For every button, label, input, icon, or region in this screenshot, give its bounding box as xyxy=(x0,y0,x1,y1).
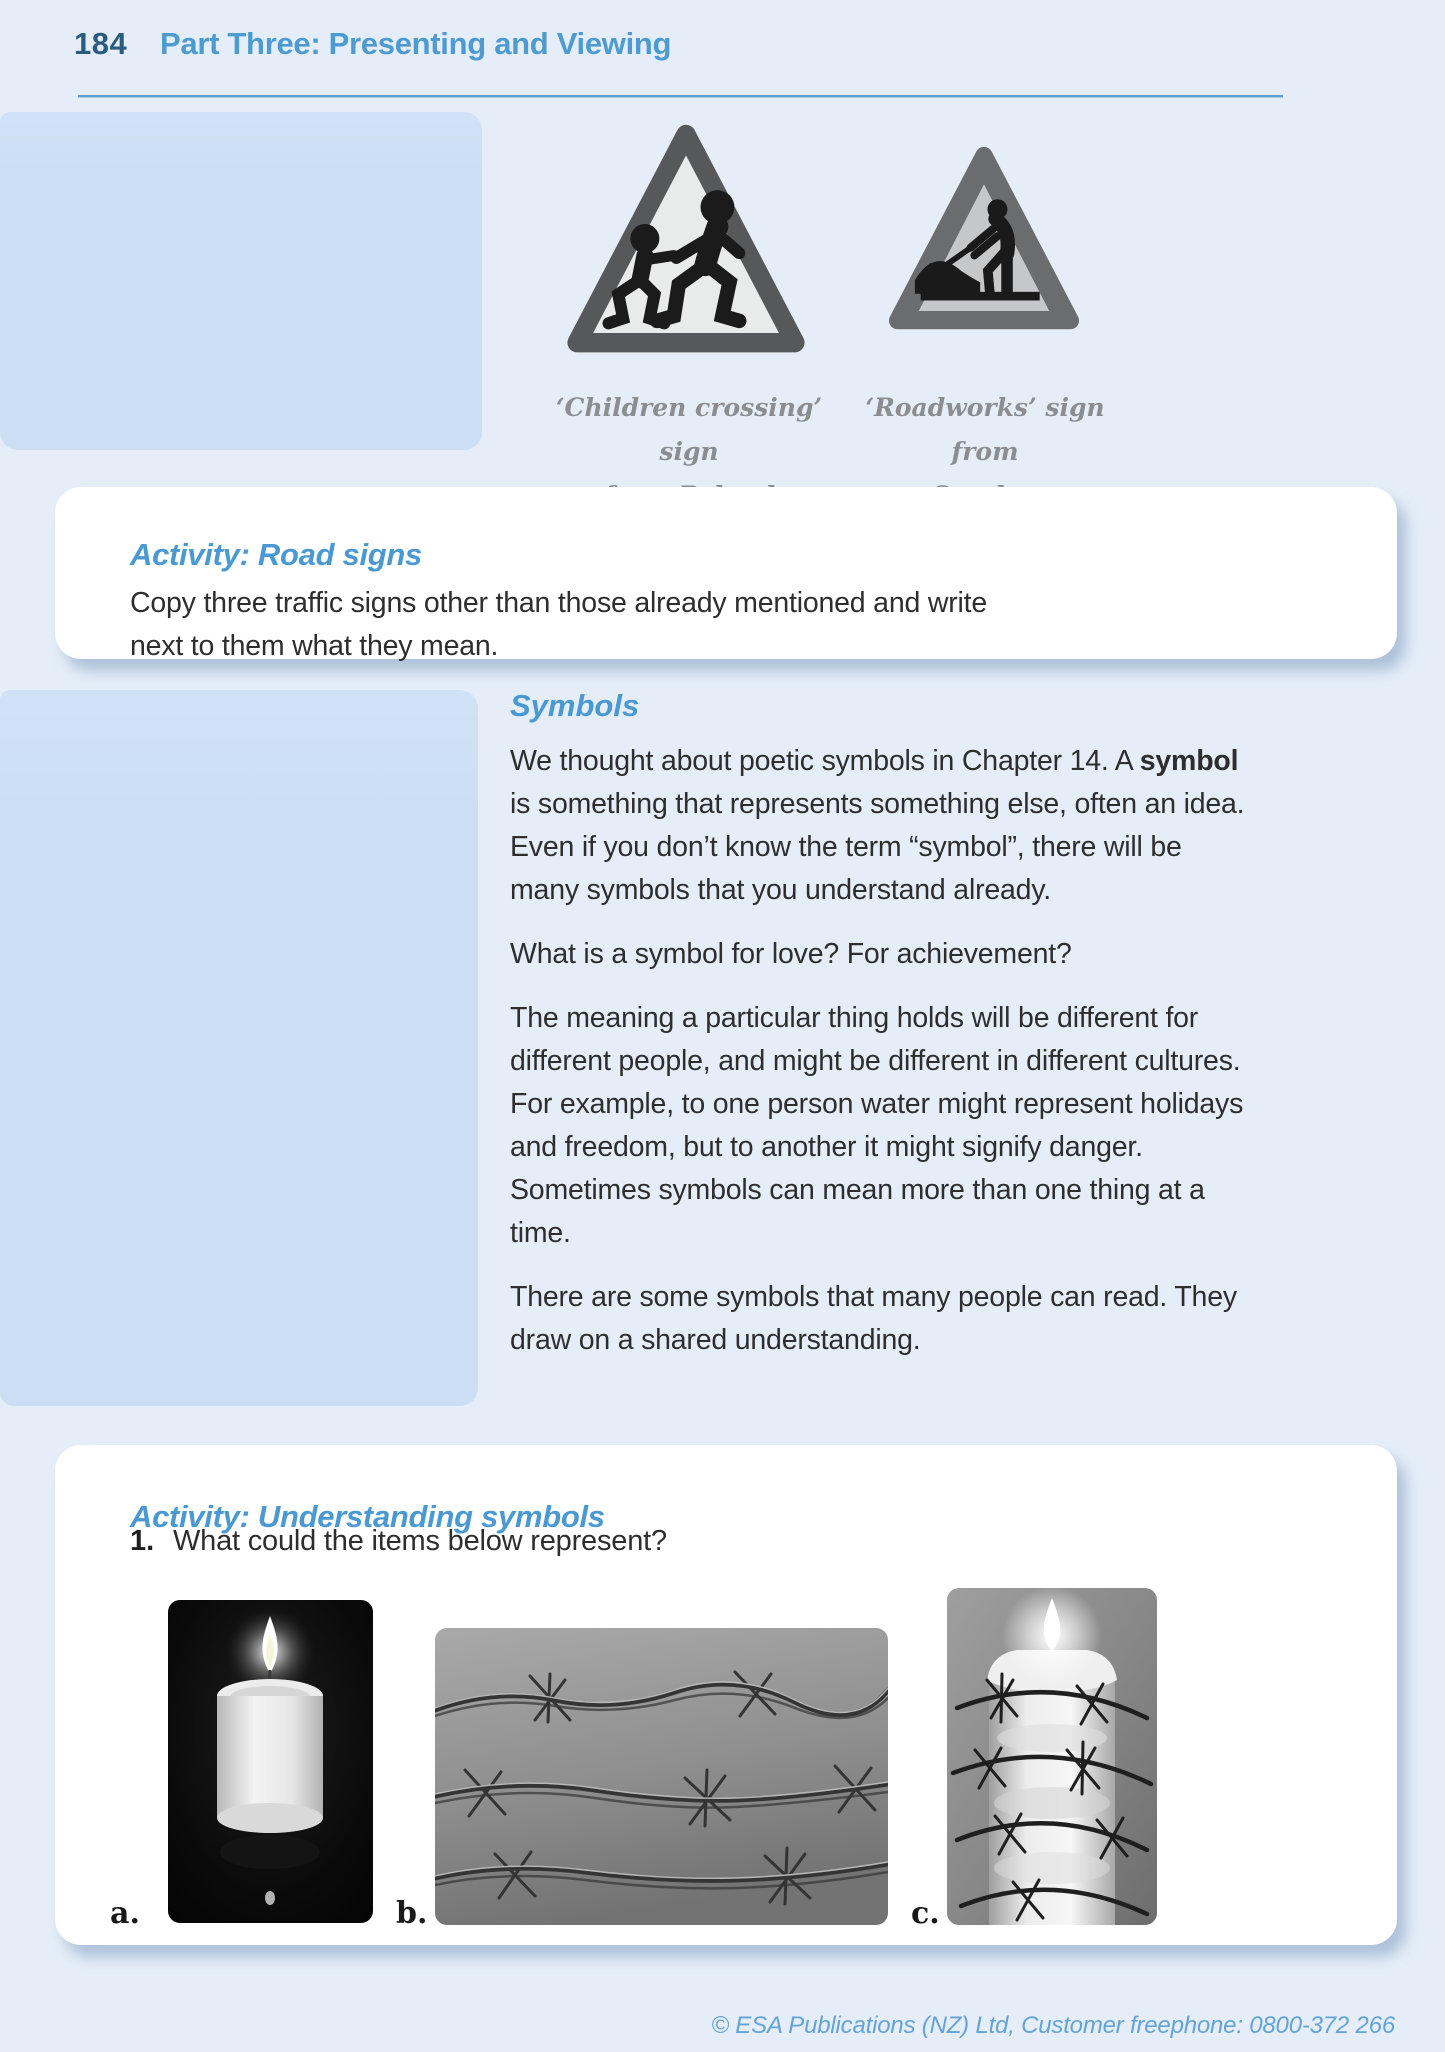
candle-photo xyxy=(168,1600,373,1923)
caption-line: ‘Roadworks’ sign from xyxy=(865,393,1105,466)
question-number: 1. xyxy=(130,1525,155,1557)
side-panel-middle xyxy=(0,690,478,1406)
symbols-paragraph-3: The meaning a particular thing holds will be different for different people, and might be different in different cultures. For example, to one person water might represent holidays and freedom, but to another it might signify danger. Sometimes symbols can mean more than one thing at a time. xyxy=(510,1002,1244,1249)
symbols-section xyxy=(510,688,1245,1383)
page-number: 184 xyxy=(74,26,128,61)
activity-road-signs-title: Activity: Road signs xyxy=(130,536,422,572)
item-label-b: b. xyxy=(396,1896,428,1931)
footer-copyright: © ESA Publications (NZ) Ltd, Customer freephone: 0800-372 266 xyxy=(711,2012,1395,2039)
roadworks-sign-icon xyxy=(888,120,1080,360)
symbols-paragraph-1 xyxy=(510,740,1245,912)
activity-road-signs-body: Copy three traffic signs other than those already mentioned and write next to them what they mean. xyxy=(130,586,988,662)
barbed-wire-photo xyxy=(435,1628,888,1925)
candle-barbed-wire-photo xyxy=(947,1588,1157,1925)
para1-bold-term: symbol xyxy=(1139,745,1239,777)
chapter-header: Part Three: Presenting and Viewing xyxy=(160,26,672,61)
activity-box-road-signs xyxy=(55,487,1397,662)
para1-after: is something that represents something else, often an idea. Even if you don’t know the term “symbol”, there will be many symbols that you understand already. xyxy=(510,788,1245,906)
item-label-c: c. xyxy=(911,1896,940,1931)
caption-line: ‘Children crossing’ sign xyxy=(555,393,823,466)
question-text: What could the items below represent? xyxy=(173,1525,667,1557)
item-label-a: a. xyxy=(110,1896,140,1931)
side-panel-top xyxy=(0,112,482,450)
activity-symbols-title: Activity: Understanding symbols xyxy=(130,1498,605,1534)
header-rule xyxy=(78,95,1283,98)
symbols-paragraph-2: What is a symbol for love? For achievement? xyxy=(510,938,1072,970)
symbols-heading: Symbols xyxy=(510,688,640,723)
symbols-paragraph-4: There are some symbols that many people can read. They draw on a shared understanding. xyxy=(510,1281,1237,1356)
children-crossing-sign-icon xyxy=(565,116,807,366)
para1-before: We thought about poetic symbols in Chapter 14. A xyxy=(510,745,1140,777)
